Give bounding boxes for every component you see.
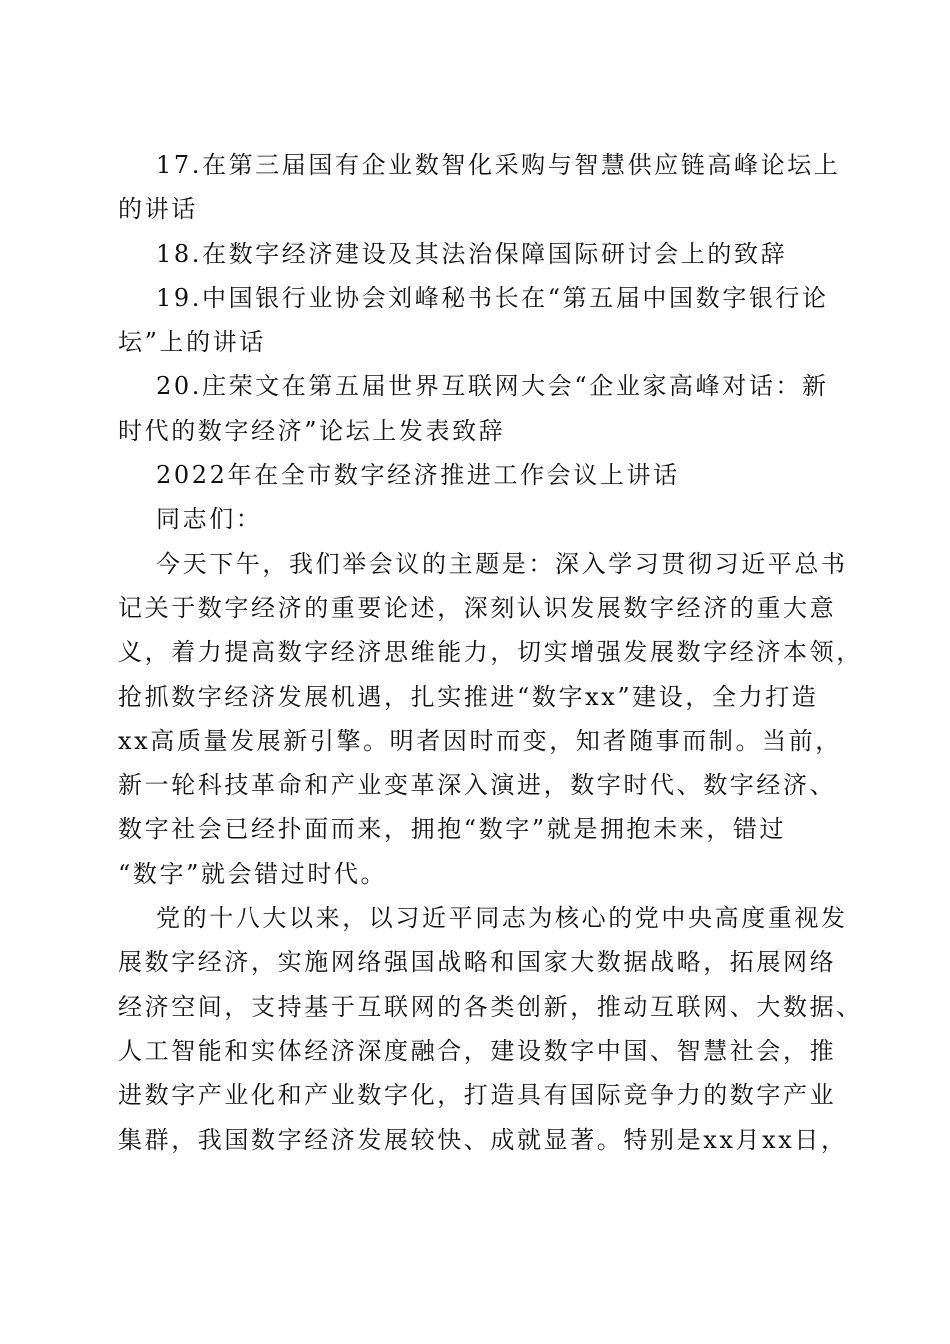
list-item-20-continued: 时代的数字经济”论坛上发表致辞 [118,416,506,445]
paragraph-2-line: 经济空间，支持基于互联网的各类创新，推动互联网、大数据、 [118,992,863,1021]
paragraph-2-line: 进数字产业化和产业数字化，打造具有国际竞争力的数字产业 [118,1081,837,1110]
paragraph-2-line: 党的十八大以来，以习近平同志为核心的党中央高度重视发 [156,904,848,933]
list-item-19: 19.中国银行业协会刘峰秘书长在“第五届中国数字银行论 [156,283,829,312]
list-item-18: 18.在数字经济建设及其法治保障国际研讨会上的致辞 [156,239,788,268]
paragraph-1-line: 抢抓数字经济发展机遇，扎实推进“数字xx”建设，全力打造 [118,682,819,711]
paragraph-1-line: 数字社会已经扑面而来，拥抱“数字”就是拥抱未来，错过 [118,815,787,844]
document-body [118,143,863,1162]
paragraph-2-line: 集群，我国数字经济发展较快、成就显著。特别是xx月xx日， [118,1125,848,1154]
list-item-17-continued: 的讲话 [118,195,198,224]
paragraph-1-line: “数字”就会错过时代。 [118,859,388,888]
paragraph-2-line: 展数字经济，实施网络强国战略和国家大数据战略，拓展网络 [118,948,837,977]
list-item-17: 17.在第三届国有企业数智化采购与智慧供应链高峰论坛上 [156,151,841,179]
paragraph-1-line: 义，着力提高数字经济思维能力，切实增强发展数字经济本领， [118,638,863,667]
list-item-20: 20.庄荣文在第五届世界互联网大会“企业家高峰对话：新 [156,372,829,401]
speech-title: 2022年在全市数字经济推进工作会议上讲话 [156,461,680,490]
paragraph-1-line: 新一轮科技革命和产业变革深入演进，数字时代、数字经济、 [118,771,837,800]
salutation: 同志们： [156,505,263,534]
paragraph-1-line: 记关于数字经济的重要论述，深刻认识发展数字经济的重大意 [118,593,837,622]
list-item-19-continued: 坛”上的讲话 [118,328,266,357]
paragraph-1-line: 今天下午，我们举会议的主题是：深入学习贯彻习近平总书 [156,549,848,578]
paragraph-2-line: 人工智能和实体经济深度融合，建设数字中国、智慧社会，推 [118,1036,837,1065]
paragraph-1-line: xx高质量发展新引擎。明者因时而变，知者随事而制。当前， [118,726,842,755]
